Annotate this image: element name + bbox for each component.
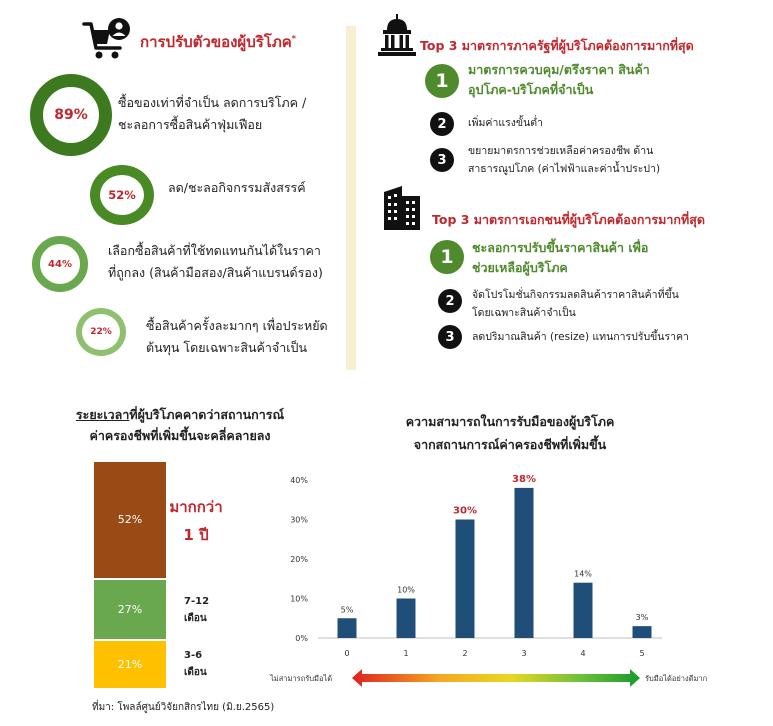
duration-period-label-2: 7-12 เดือน <box>184 596 210 625</box>
adjustment-pct: 22% <box>90 327 112 337</box>
section-divider <box>346 26 356 370</box>
gov-rank-2-badge: 2 <box>430 112 454 136</box>
bar-5 <box>633 626 652 638</box>
adjustment-text-4: ซื้อสินค้าครั้งละมากๆ เพื่อประหยัดต้นทุน โดยเฉพาะสินค้าจำเป็น <box>146 318 328 355</box>
y-tick-label: 20% <box>290 555 308 564</box>
government-measures-title: Top 3 มาตรการภาครัฐที่ผู้บริโภคต้องการมากที่สุด <box>420 38 694 53</box>
coping-ability-chart <box>268 460 708 692</box>
chart-title <box>300 410 720 456</box>
source-note: ที่มา: โพลล์ศูนย์วิจัยกสิกรไทย (มิ.ย.2565) <box>92 702 275 713</box>
gov-measure-3: ขยายมาตรการช่วยเหลือค่าครองชีพ ด้านสาธารณูปโภค (ค่าไฟฟ้าและค่าน้ำประปา) <box>468 145 661 175</box>
duration-title <box>40 404 320 446</box>
duration-segment-2: 27% <box>94 580 166 639</box>
x-tick-label: 3 <box>521 649 527 658</box>
bar-3 <box>515 488 534 638</box>
shopping-cart-user-icon <box>82 16 132 62</box>
x-tick-label: 2 <box>462 649 468 658</box>
bar-0 <box>338 618 357 638</box>
consumer-adjustment-title: การปรับตัวของผู้บริโภค* <box>140 33 296 51</box>
priv-rank-1-badge: 1 <box>430 240 464 274</box>
duration-title-underlined: ระยะเวลา <box>75 407 130 422</box>
bar-data-label: 10% <box>397 585 415 595</box>
y-tick-label: 40% <box>290 476 308 485</box>
adjustment-ring-2 <box>90 165 154 225</box>
duration-segment-1: 52% <box>94 462 166 578</box>
priv-measure-2: จัดโปรโมชั่นกิจกรรมลดสินค้าราคาสินค้าที่ขึ้น โดยเฉพาะสินค้าจำเป็น <box>472 289 679 319</box>
x-tick-label: 4 <box>580 649 586 658</box>
gov-measure-2: เพิ่มค่าแรงขั้นต่ำ <box>468 117 543 129</box>
adjustment-text-3: เลือกซื้อสินค้าที่ใช้ทดแทนกันได้ในราคาที่ถูกลง (สินค้ามือสอง/สินค้าแบรนด์รอง) <box>108 243 323 280</box>
y-tick-label: 10% <box>290 594 308 604</box>
duration-title-rest: ที่ผู้บริโภคคาดว่าสถานการณ์ <box>129 407 285 422</box>
bar-data-label: 30% <box>453 505 477 517</box>
government-building-icon <box>378 14 416 56</box>
adjustment-ring-4 <box>76 308 126 356</box>
bar-data-label: 3% <box>635 613 649 623</box>
title-footnote-mark: * <box>291 34 296 43</box>
priv-measure-1: ชะลอการปรับขึ้นราคาสินค้า เพื่อช่วยเหลือผู้บริโภค <box>472 240 649 275</box>
duration-segment-3: 21% <box>94 641 166 688</box>
chart-title-line2: จากสถานการณ์ค่าครองชีพที่เพิ่มขึ้น <box>413 437 607 452</box>
adjustment-pct: 44% <box>48 258 72 270</box>
private-measures-title: Top 3 มาตรการเอกชนที่ผู้บริโภคต้องการมากที่สุด <box>432 212 705 227</box>
bar-4 <box>574 583 593 638</box>
adjustment-text-2: ลด/ชะลอกิจกรรมสังสรรค์ <box>168 180 306 195</box>
duration-period-label-3: 3-6 เดือน <box>184 650 207 679</box>
gov-measure-1: มาตรการควบคุม/ตรึงราคา สินค้าอุปโภค-บริโภคที่จำเป็น <box>468 62 650 97</box>
priv-measure-3: ลดปริมาณสินค้า (resize) แทนการปรับขึ้นราคา <box>472 331 689 343</box>
x-tick-label: 5 <box>639 649 645 658</box>
adjustment-ring-1 <box>30 74 112 156</box>
gov-rank-3-badge: 3 <box>430 148 454 172</box>
office-building-icon <box>380 186 424 230</box>
y-tick-label: 0% <box>295 634 308 643</box>
duration-title-line2: ค่าครองชีพที่เพิ่มขึ้นจะคลี่คลายลง <box>89 428 271 443</box>
gov-rank-1-badge: 1 <box>425 64 459 98</box>
adjustment-text-1: ซื้อของเท่าที่จำเป็น ลดการบริโภค /ชะลอการซื้อสินค้าฟุ่มเฟือย <box>118 95 307 132</box>
y-tick-label: 30% <box>290 515 308 525</box>
priv-rank-2-badge: 2 <box>438 289 462 313</box>
scale-right-label: รับมือได้อย่างดีมาก <box>645 674 708 683</box>
bar-1 <box>397 599 416 639</box>
x-tick-label: 1 <box>403 649 409 658</box>
x-tick-label: 0 <box>344 649 350 658</box>
priv-rank-3-badge: 3 <box>438 325 462 349</box>
bar-data-label: 5% <box>340 605 354 615</box>
bar-2 <box>456 520 475 639</box>
adjustment-pct: 52% <box>108 188 136 202</box>
adjustment-pct: 89% <box>54 107 88 123</box>
bar-data-label: 38% <box>512 473 536 485</box>
chart-title-line1: ความสามารถในการรับมือของผู้บริโภค <box>405 414 615 429</box>
adjustment-ring-3 <box>32 236 88 292</box>
scale-left-label: ไม่สามารถรับมือได้ <box>270 674 333 683</box>
coping-scale-arrow <box>352 669 640 687</box>
bar-data-label: 14% <box>574 569 592 579</box>
duration-period-label-1: มากกว่า 1 ปี <box>169 497 223 544</box>
